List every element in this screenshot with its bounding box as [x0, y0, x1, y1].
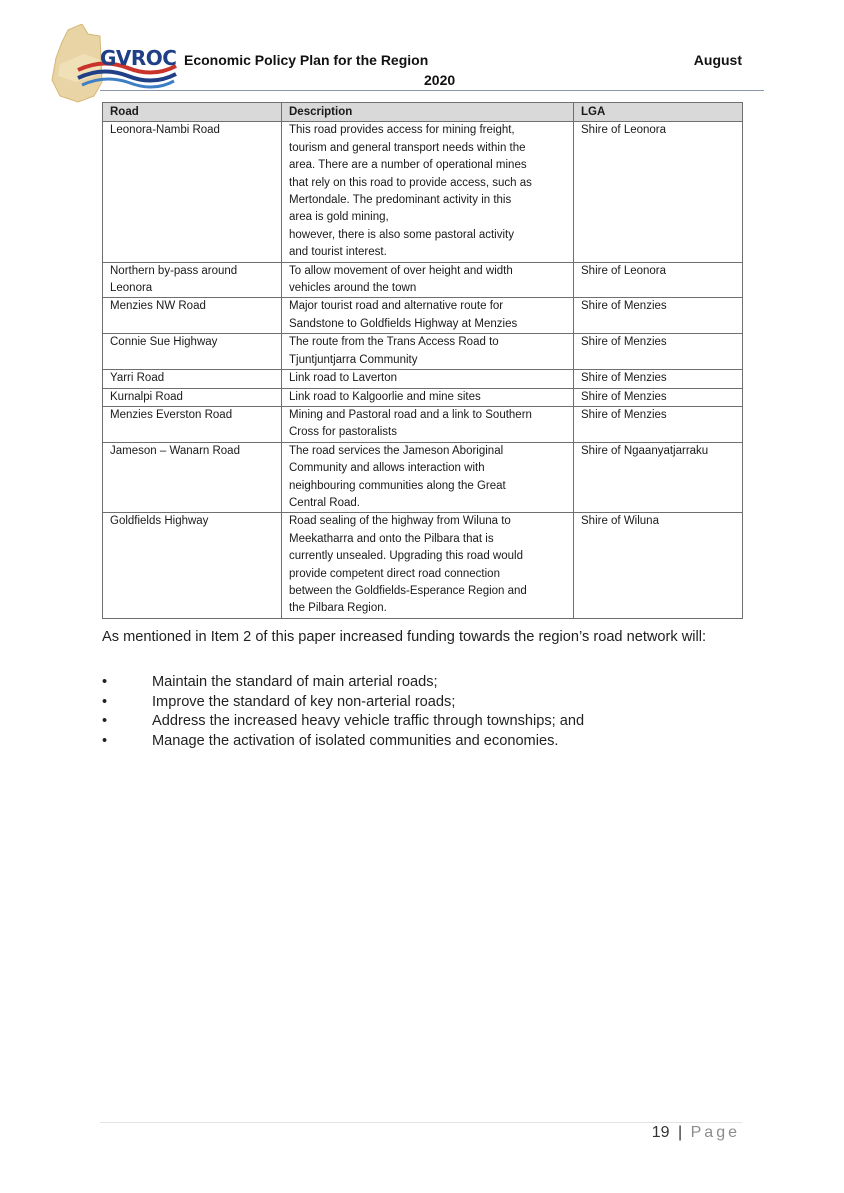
- cell-road: Goldfields Highway: [103, 513, 282, 618]
- cell-description: [282, 262, 574, 298]
- header-month: August: [693, 52, 742, 68]
- bullet-icon: •: [102, 713, 108, 729]
- intro-paragraph: As mentioned in Item 2 of this paper increased funding towards the region’s road network will:: [102, 629, 707, 645]
- table-row: [103, 334, 743, 370]
- cell-lga: Shire of Menzies: [574, 406, 743, 442]
- description-line: This road provides access for mining freight,: [289, 124, 515, 137]
- description-line: tourism and general transport needs within the: [289, 141, 526, 154]
- table-row: [103, 442, 743, 513]
- column-header-road: Road: [103, 103, 282, 122]
- table-row: [103, 370, 743, 388]
- list-item-text: Address the increased heavy vehicle traffic through townships; and: [152, 713, 585, 729]
- table-row: [103, 406, 743, 442]
- list-item-text: Maintain the standard of main arterial roads;: [152, 674, 438, 690]
- header-year: 2020: [424, 72, 456, 88]
- description-line: Community and allows interaction with: [289, 462, 485, 475]
- table-row: [103, 513, 743, 618]
- description-line: area. There are a number of operational mines: [289, 159, 527, 172]
- description-line: that rely on this road to provide access, such as: [289, 176, 532, 189]
- footer-divider: [100, 1122, 742, 1123]
- cell-description: [282, 370, 574, 388]
- description-line: Cross for pastoralists: [289, 426, 398, 439]
- cell-road: Jameson – Wanarn Road: [103, 442, 282, 513]
- column-header-description: Description: [282, 103, 574, 122]
- description-line: area is gold mining,: [289, 211, 389, 224]
- cell-lga: Shire of Menzies: [574, 298, 743, 334]
- bullet-icon: •: [102, 674, 108, 690]
- description-line: Tjuntjuntjarra Community: [289, 353, 418, 366]
- cell-description: [282, 442, 574, 513]
- cell-road: Leonora-Nambi Road: [103, 122, 282, 262]
- description-line: Major tourist road and alternative route for: [289, 300, 504, 313]
- description-line: currently unsealed. Upgrading this road would: [289, 550, 523, 563]
- benefits-list: [102, 673, 584, 751]
- table-row: [103, 262, 743, 298]
- description-line: Road sealing of the highway from Wiluna to: [289, 515, 511, 528]
- description-line: Meekatharra and onto the Pilbara that is: [289, 532, 494, 545]
- cell-lga: Shire of Menzies: [574, 388, 743, 406]
- list-item: [102, 732, 584, 752]
- cell-description: [282, 388, 574, 406]
- cell-road: Menzies NW Road: [103, 298, 282, 334]
- description-line: Mining and Pastoral road and a link to Southern: [289, 408, 532, 421]
- description-line: vehicles around the town: [289, 282, 417, 295]
- description-line: neighbouring communities along the Great: [289, 479, 506, 492]
- gvroc-logo: [48, 24, 178, 104]
- page-footer: [652, 1124, 740, 1142]
- description-line: Link road to Laverton: [289, 372, 398, 385]
- description-line: Central Road.: [289, 496, 360, 509]
- description-line: Link road to Kalgoorlie and mine sites: [289, 390, 481, 403]
- list-item-text: Manage the activation of isolated communities and economies.: [152, 732, 559, 749]
- description-line: provide competent direct road connection: [289, 567, 500, 580]
- cell-road: Northern by-pass around Leonora: [103, 262, 282, 298]
- table-row: [103, 122, 743, 262]
- table-header-row: [103, 103, 743, 122]
- cell-description: [282, 513, 574, 618]
- description-line: The route from the Trans Access Road to: [289, 336, 499, 349]
- cell-road: Menzies Everston Road: [103, 406, 282, 442]
- list-item-text: Improve the standard of key non-arterial roads;: [152, 693, 456, 710]
- description-line: The road services the Jameson Aboriginal: [289, 444, 504, 457]
- footer-separator: |: [678, 1124, 683, 1141]
- description-line: To allow movement of over height and width: [289, 264, 513, 277]
- description-line: Sandstone to Goldfields Highway at Menzies: [289, 317, 518, 330]
- list-item: [102, 712, 584, 732]
- page-label: Page: [690, 1124, 740, 1141]
- description-line: the Pilbara Region.: [289, 602, 387, 615]
- page-number: 19: [651, 1124, 670, 1141]
- cell-description: [282, 334, 574, 370]
- description-line: however, there is also some pastoral activity: [289, 228, 514, 241]
- cell-description: [282, 298, 574, 334]
- cell-lga: Shire of Menzies: [574, 334, 743, 370]
- header-divider: [100, 90, 764, 91]
- cell-lga: Shire of Wiluna: [574, 513, 743, 618]
- cell-road: Kurnalpi Road: [103, 388, 282, 406]
- cell-road: Connie Sue Highway: [103, 334, 282, 370]
- roads-table-body: [103, 122, 743, 618]
- cell-road: Yarri Road: [103, 370, 282, 388]
- list-item: [102, 673, 584, 693]
- column-header-lga: LGA: [574, 103, 743, 122]
- description-line: Mertondale. The predominant activity in this: [289, 194, 512, 207]
- list-item: [102, 693, 584, 713]
- cell-lga: Shire of Leonora: [574, 262, 743, 298]
- cell-lga: Shire of Ngaanyatjarraku: [574, 442, 743, 513]
- roads-table: [102, 102, 743, 619]
- cell-description: [282, 406, 574, 442]
- bullet-icon: •: [102, 693, 108, 710]
- table-row: [103, 298, 743, 334]
- cell-lga: Shire of Leonora: [574, 122, 743, 262]
- cell-description: [282, 122, 574, 262]
- description-line: and tourist interest.: [289, 246, 387, 259]
- document-title: Economic Policy Plan for the Region: [184, 52, 429, 68]
- logo-wordmark: GVROC: [100, 46, 177, 70]
- table-row: [103, 388, 743, 406]
- bullet-icon: •: [102, 732, 108, 749]
- description-line: between the Goldfields-Esperance Region and: [289, 584, 527, 597]
- cell-lga: Shire of Menzies: [574, 370, 743, 388]
